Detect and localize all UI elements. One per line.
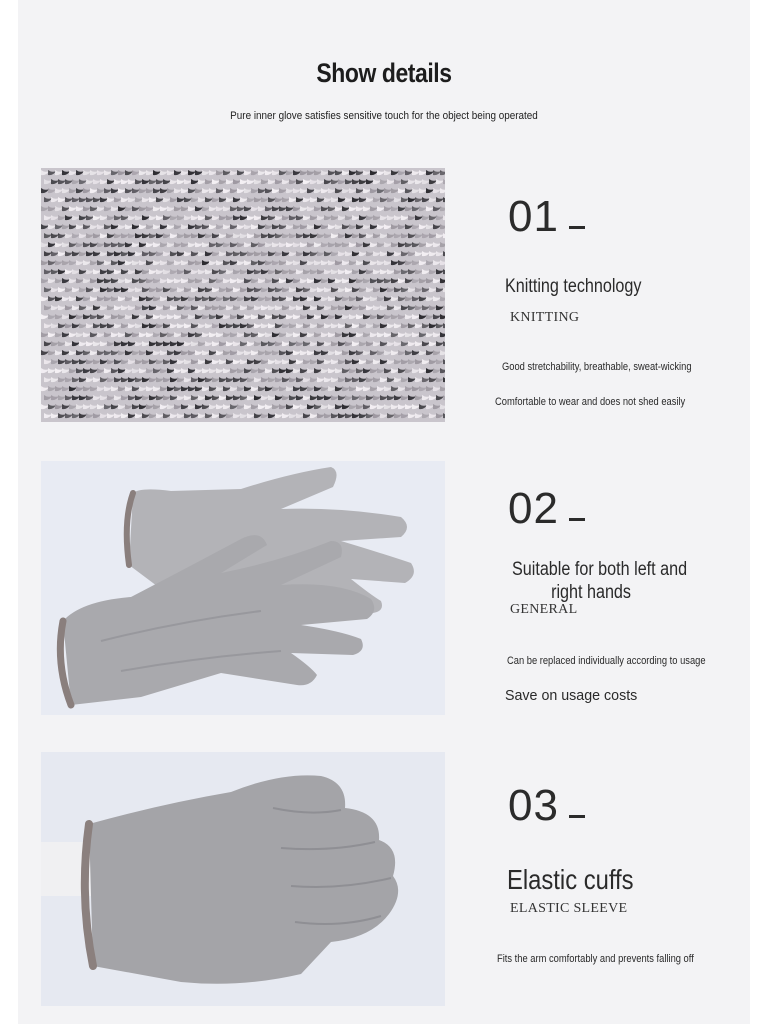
feature-number-text: 02 <box>508 484 559 533</box>
number-dash <box>569 518 585 521</box>
feature-tag-elastic-sleeve: ELASTIC SLEEVE <box>510 901 628 916</box>
feature-heading-both-hands <box>512 558 688 604</box>
feature-tag-knitting: KNITTING <box>510 310 580 325</box>
pair-of-gloves-graphic <box>41 461 445 715</box>
feature-desc-stretch: Good stretchability, breathable, sweat-wicking <box>502 361 692 373</box>
feature-number-02 <box>508 484 585 534</box>
feature-heading-elastic-cuffs: Elastic cuffs <box>507 864 634 895</box>
feature-desc-comfort: Comfortable to wear and does not shed easily <box>495 396 686 408</box>
fist-glove-image <box>41 752 445 1006</box>
number-dash <box>569 815 585 818</box>
feature-number-text: 01 <box>508 192 559 241</box>
number-dash <box>569 226 585 229</box>
page-title: Show details <box>316 58 452 88</box>
feature-heading-line: right hands <box>551 582 631 603</box>
feature-heading-knitting: Knitting technology <box>505 276 642 297</box>
feature-desc-fit: Fits the arm comfortably and prevents falling off <box>497 953 694 965</box>
feature-desc-save-costs: Save on usage costs <box>505 687 638 704</box>
feature-heading-line: Suitable for both left and <box>512 559 688 580</box>
feature-tag-general: GENERAL <box>510 602 578 617</box>
feature-number-text: 03 <box>508 781 559 830</box>
pair-of-gloves-image <box>41 461 445 715</box>
page-subtitle: Pure inner glove satisfies sensitive touch for the object being operated <box>230 110 538 122</box>
feature-number-03 <box>508 781 585 831</box>
feature-number-01 <box>508 192 585 242</box>
knit-texture-image <box>41 168 445 422</box>
knit-texture-graphic <box>41 168 445 422</box>
feature-desc-replace: Can be replaced individually according to usage <box>507 655 706 667</box>
fist-glove-graphic <box>41 752 445 1006</box>
